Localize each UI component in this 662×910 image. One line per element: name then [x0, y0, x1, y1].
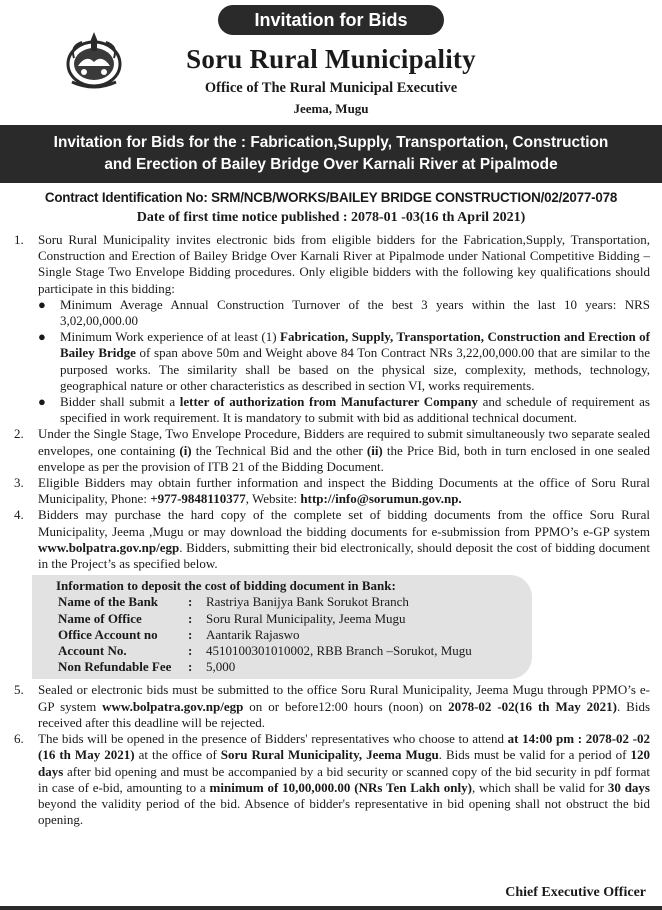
qualification-text: and schedule of requirement as specified in work requirement. It is mandatory to submit with bid as additional technical document.	[60, 394, 650, 426]
item-number: 4.	[14, 507, 24, 523]
notice-date: Date of first time notice published : 2078-01 -03(16 th April 2021)	[136, 210, 526, 225]
deadline-date: 2078-02 -02(16 th May 2021)	[448, 698, 617, 714]
list-item	[14, 682, 650, 731]
item-text: the Technical Bid and the other	[191, 442, 367, 458]
item-highlight: (ii)	[366, 442, 383, 458]
item-number: 6.	[14, 731, 24, 747]
qualification-item	[32, 329, 650, 394]
item-text: after bid opening and must be accompanied by a bid security or scanned copy of the bid security in pdf format in case of e-bid, amounting to a	[38, 763, 650, 795]
list-item	[14, 507, 650, 572]
bullet-icon: ●	[38, 296, 46, 312]
item-text: The bids will be opened in the presence of Bidders' representatives who choose to attend	[38, 731, 508, 747]
egp-link[interactable]: www.bolpatra.gov.np/egp	[38, 539, 180, 555]
item-text: the Price Bid, both in turn enclosed in one sealed envelope as per the provision of ITB 21 of the Bidding Document.	[38, 442, 650, 474]
bank-colon: :	[188, 610, 193, 626]
item-text: . Bidders, submitting their bid electronically, should deposit the cost of bidding document in the Project’s as specified below.	[38, 539, 650, 572]
bank-colon: :	[188, 659, 193, 675]
bank-value: Aantarik Rajaswo	[206, 626, 300, 642]
qualification-text: of span above 50m and Weight above 84 Ton Contract NRs 3,22,00,000.00 that are similar to the purposed works. The similarity shall be based on the physical size, complexity, methods, technology, geographical nature or other characteristics as described in section VI, works requirements.	[60, 345, 651, 393]
bank-key: Non Refundable Fee	[58, 659, 172, 675]
qualification-list	[32, 297, 650, 427]
item-number: 3.	[14, 475, 24, 491]
bank-value: 5,000	[206, 659, 236, 675]
item-text: . Bids must be valid for a period of	[438, 747, 631, 763]
bid-title-line-2: and Erection of Bailey Bridge Over Karnali River at Pipalmode	[104, 156, 558, 173]
list-item	[14, 475, 650, 507]
bottom-divider	[0, 906, 662, 910]
item-text: Bidders may purchase the hard copy of the complete set of bidding documents from the office Soru Rural Municipality, Jeema ,Mugu or may download the bidding documents for e-submission from PPMO’s e-GP system	[38, 507, 650, 539]
item-number: 1.	[14, 232, 24, 247]
item-highlight: 30 days	[607, 779, 650, 795]
qualification-highlight: letter of authorization from Manufacturer Company	[179, 394, 478, 410]
bank-info-box	[32, 575, 532, 679]
list-item	[14, 426, 650, 475]
item-highlight: (i)	[179, 442, 192, 458]
organization-name: Soru Rural Municipality	[186, 44, 476, 74]
bank-info-title: Information to deposit the cost of bidding document in Bank:	[56, 578, 396, 594]
notice-body	[14, 232, 650, 828]
bank-value: Rastriya Banijya Bank Sorukot Branch	[206, 594, 409, 610]
item-text: Soru Rural Municipality invites electronic bids from eligible bidders for the Fabrication,Supply, Transportation, Construction and Erection of Bailey Bridge Over Karnali River at Pipalmode under National Competitive Bidding – Single Stage Two Envelope Bidding procedures. Only eligible bidders with the following key qualifications should participate in this bidding:	[38, 232, 650, 296]
item-text: at the office of	[134, 747, 221, 763]
signature-title: Chief Executive Officer	[505, 885, 646, 900]
office-name: Office of The Rural Municipal Executive	[204, 80, 458, 96]
item-text: Under the Single Stage, Two Envelope Procedure, Bidders are required to submit simultaneously two separate sealed envelopes, one containing	[38, 426, 650, 458]
item-text: beyond the validity period of the bid. Absence of bidder's representative in bid opening shall not obstruct the bid opening.	[38, 795, 650, 828]
office-location: Jeema, Mugu	[293, 101, 369, 116]
qualification-highlight: Fabrication, Supply, Transportation, Construction and Erection of Bailey Bridge	[60, 329, 650, 361]
bank-colon: :	[188, 594, 193, 610]
bank-key: Account No.	[58, 643, 127, 659]
qualification-item	[32, 394, 650, 426]
bank-colon: :	[188, 626, 193, 642]
bank-value: Soru Rural Municipality, Jeema Mugu	[206, 610, 406, 626]
website-link[interactable]: http://info@sorumun.gov.np.	[300, 491, 462, 507]
qualification-item	[32, 297, 650, 329]
contract-identification: Contract Identification No: SRM/NCB/WORKS/BAILEY BRIDGE CONSTRUCTION/02/2077-078	[44, 190, 618, 205]
bank-value: 4510100301010002, RBB Branch –Sorukot, Mugu	[206, 643, 472, 659]
invitation-banner: Invitation for Bids	[218, 5, 444, 35]
item-highlight: Soru Rural Municipality, Jeema Mugu	[220, 747, 439, 763]
item-number: 5.	[14, 682, 24, 698]
bank-key: Name of Office	[58, 610, 142, 626]
bank-row	[58, 643, 532, 659]
item-text: Sealed or electronic bids must be submitted to the office Soru Rural Municipality, Jeema Mugu through PPMO’s e-GP system	[38, 682, 650, 714]
bank-key: Office Account no	[58, 626, 158, 642]
list-item	[14, 232, 650, 297]
item-text: , which shall be valid for	[471, 779, 608, 795]
qualification-text: Minimum Work experience of at least (1)	[60, 329, 281, 345]
list-item	[14, 731, 650, 828]
bullet-icon: ●	[38, 329, 46, 345]
item-text: Eligible Bidders may obtain further information and inspect the Bidding Documents at the office of Soru Rural Municipality, Phone:	[38, 475, 650, 507]
item-text: on or before12:00 hours (noon) on	[243, 698, 449, 714]
bank-colon: :	[188, 643, 193, 659]
item-number: 2.	[14, 426, 24, 442]
bank-row	[58, 627, 532, 643]
bank-row	[58, 611, 532, 627]
item-text: , Website:	[245, 491, 301, 507]
egp-link[interactable]: www.bolpatra.gov.np/egp	[102, 698, 244, 714]
item-highlight: at 14:00 pm : 2078-02 -02 (16 th May 2021)	[38, 731, 650, 763]
bullet-icon: ●	[38, 394, 46, 410]
bank-key: Name of the Bank	[58, 594, 159, 610]
bank-row	[58, 594, 532, 610]
qualification-text: Minimum Average Annual Construction Turnover of the best 3 years within the last 10 years: NRS 3,02,00,000.00	[60, 296, 650, 329]
bid-title-line-1: Invitation for Bids for the : Fabrication,Supply, Transportation, Construction	[53, 134, 609, 151]
item-highlight: 120 days	[38, 747, 650, 779]
item-highlight: minimum of 10,00,000.00 (NRs Ten Lakh only)	[209, 779, 472, 795]
bid-title-bar	[0, 125, 662, 183]
bank-row	[58, 659, 532, 675]
phone-number: +977-9848110377	[150, 491, 246, 507]
item-text: . Bids received after this deadline will be rejected.	[38, 698, 651, 730]
qualification-text: Bidder shall submit a	[60, 394, 180, 410]
